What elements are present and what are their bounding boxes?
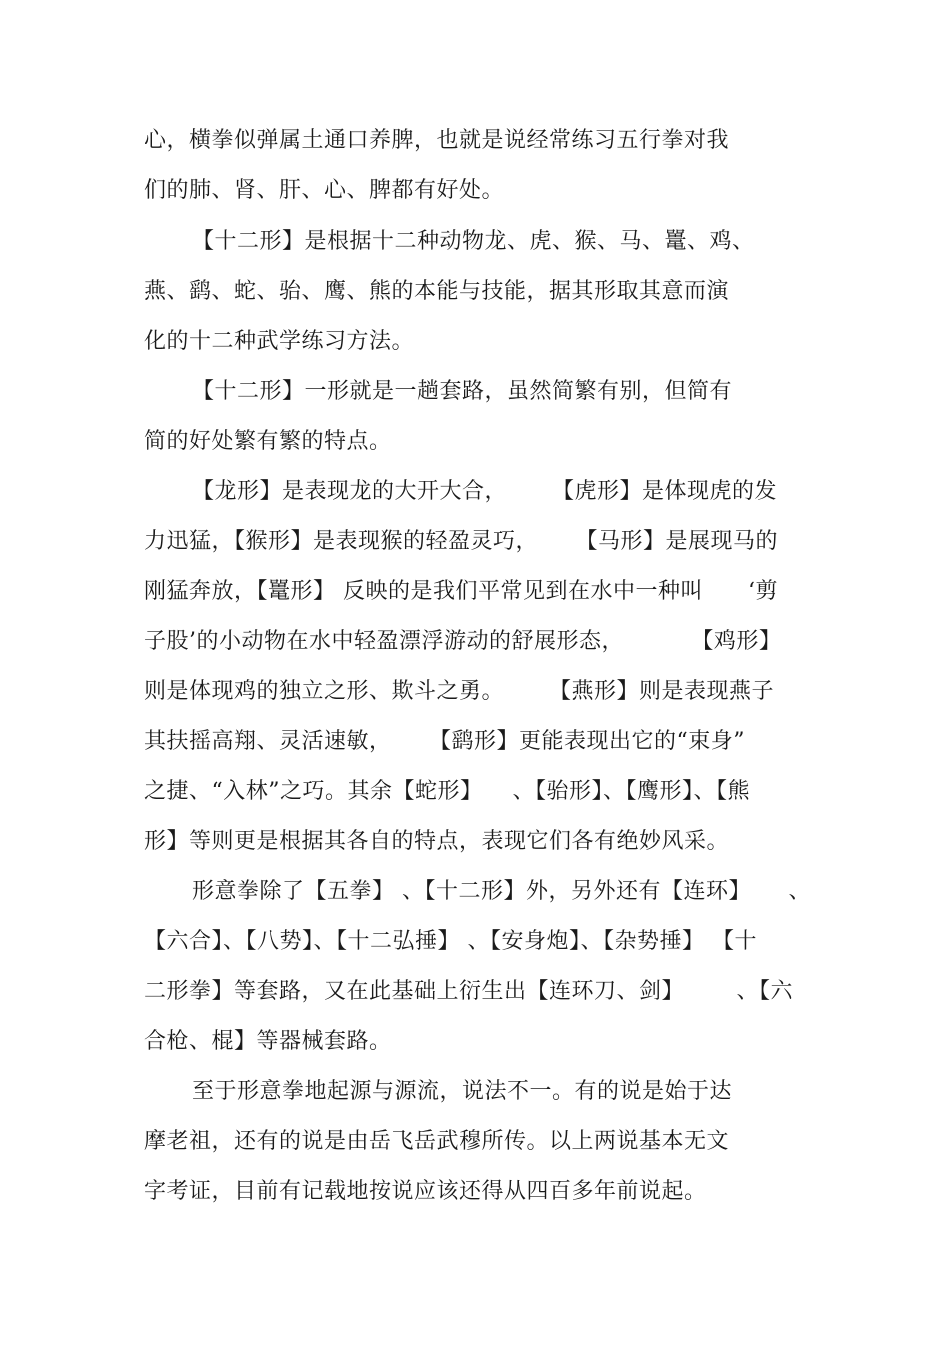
text-line-19: 合枪、棍】等器械套路。 xyxy=(144,1029,392,1054)
text-line-2: 们的肺、肾、肝、心、脾都有好处。 xyxy=(144,178,505,203)
text-line-5: 化的十二种武学练习方法。 xyxy=(144,329,415,354)
text-line-7: 简的好处繁有繁的特点。 xyxy=(144,429,392,454)
text-line-16: 形意拳除了【五拳】 、【十二形】外，另外还有【连环】 、 xyxy=(192,879,811,904)
text-line-12: 则是体现鸡的独立之形、欺斗之勇。 【燕形】则是表现燕子 xyxy=(144,679,774,704)
text-line-14: 之捷、“入林”之巧。其余【蛇形】 、【骀形】、【鹰形】、【熊 xyxy=(144,779,750,804)
text-line-10: 刚猛奔放，【鼍形】 反映的是我们平常见到在水中一种叫 ‘剪 xyxy=(144,579,778,604)
text-line-15: 形】等则更是根据其各自的特点，表现它们各有绝妙风采。 xyxy=(144,829,730,854)
text-line-22: 字考证，目前有记载地按说应该还得从四百多年前说起。 xyxy=(144,1179,707,1204)
text-line-3: 【十二形】是根据十二种动物龙、虎、猴、马、鼍、鸡、 xyxy=(192,229,755,254)
text-line-20: 至于形意拳地起源与源流，说法不一。有的说是始于达 xyxy=(192,1079,733,1104)
text-line-17: 【六合】、【八势】、【十二弘捶】 、【安身炮】、【杂势捶】 【十 xyxy=(144,929,757,954)
text-line-8: 【龙形】是表现龙的大开大合， 【虎形】是体现虎的发 xyxy=(192,479,777,504)
text-line-18: 二形拳】等套路，又在此基础上衍生出【连环刀、剑】 、【六 xyxy=(144,979,793,1004)
text-line-21: 摩老祖，还有的说是由岳飞岳武穆所传。以上两说基本无文 xyxy=(144,1129,730,1154)
text-line-9: 力迅猛，【猴形】是表现猴的轻盈灵巧， 【马形】是展现马的 xyxy=(144,529,778,554)
text-line-13: 其扶摇高翔、灵活速敏， 【鹞形】更能表现出它的“束身” xyxy=(144,729,745,754)
text-line-6: 【十二形】一形就是一趟套路，虽然简繁有别，但简有 xyxy=(192,379,733,404)
text-line-4: 燕、鹞、蛇、骀、鹰、熊的本能与技能，据其形取其意而演 xyxy=(144,279,730,304)
text-line-1: 心，横拳似弹属土通口养脾，也就是说经常练习五行拳对我 xyxy=(144,128,730,153)
text-line-11: 子股’的小动物在水中轻盈漂浮游动的舒展形态， 【鸡形】 xyxy=(144,629,782,654)
